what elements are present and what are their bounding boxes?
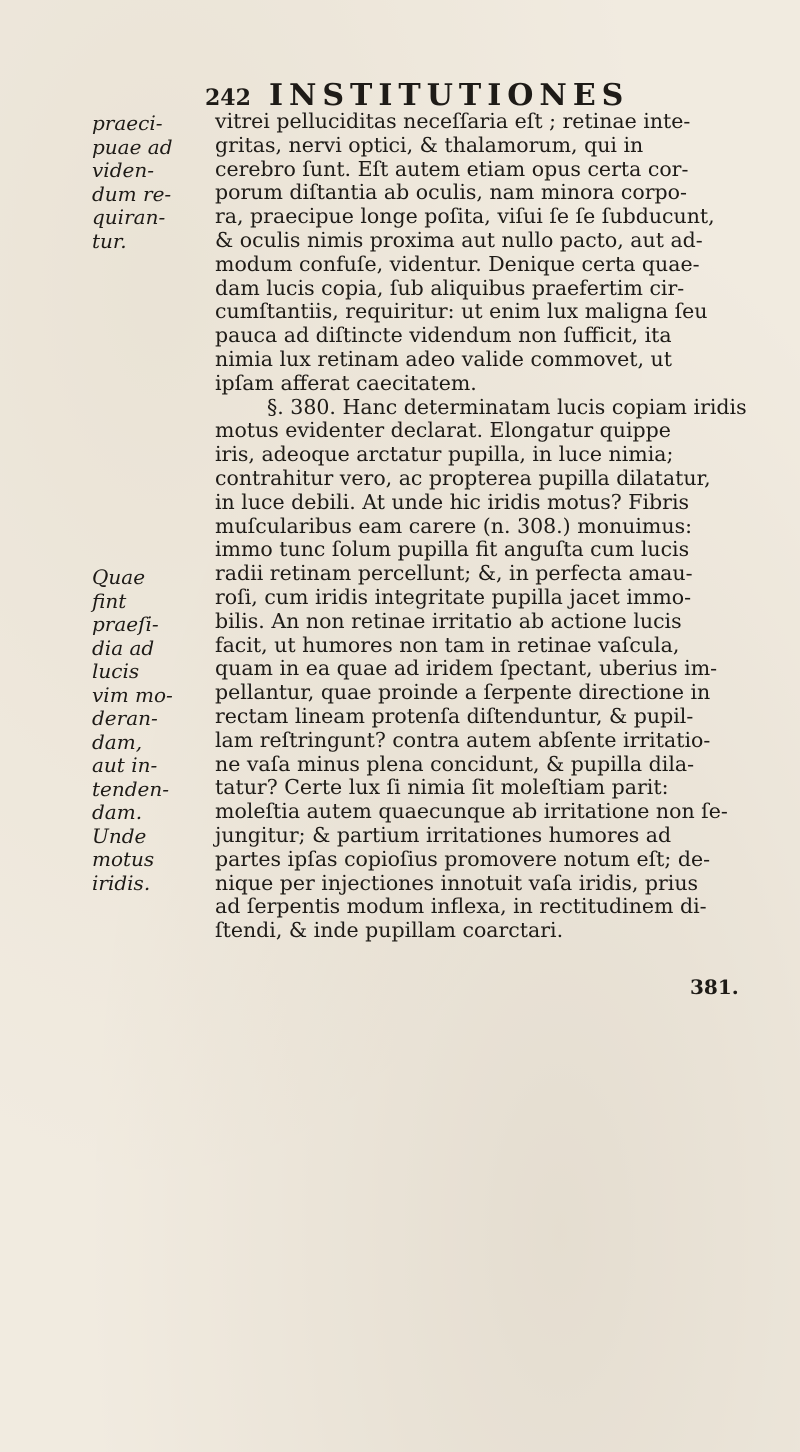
- margin-note-line: aut in-: [92, 753, 158, 777]
- text-line: in luce debili. At unde hic iridis motus? Fibris: [215, 489, 690, 514]
- margin-note-line: quiran-: [92, 205, 166, 229]
- text-line: gritas, nervi optici, & thalamorum, qui in: [215, 132, 644, 157]
- text-line: modum confuſe, videntur. Denique certa quae-: [215, 251, 700, 276]
- margin-note-line: Unde: [92, 823, 147, 848]
- text-line: ne vaſa minus plena concidunt, & pupilla dila-: [215, 751, 695, 776]
- text-line: radii retinam percellunt; &, in perfecta amau-: [215, 561, 693, 586]
- text-line: cerebro ſunt. Eſt autem etiam opus certa cor-: [215, 156, 689, 181]
- margin-note-line: puae ad: [92, 134, 173, 159]
- text-line: rectam lineam protenſa diſtenduntur, & pupil-: [215, 703, 694, 728]
- margin-note-line: viden-: [92, 158, 154, 182]
- text-line: quam in ea quae ad iridem ſpectant, uberius im-: [215, 656, 718, 681]
- text-line: partes ipſas copioſius promovere notum eſt; de-: [215, 846, 711, 871]
- text-line: ſtendi, & inde pupillam coarctari.: [215, 918, 564, 943]
- margin-note-line: fint: [92, 588, 127, 613]
- margin-note-line: vim mo-: [92, 682, 173, 707]
- body-text: [215, 110, 760, 943]
- margin-note-line: dam.: [92, 800, 143, 824]
- margin-note-line: dum re-: [92, 181, 172, 206]
- margin-note-line: iridis.: [92, 870, 151, 895]
- text-line: nique per injectiones innotuit vaſa iridis, prius: [215, 870, 699, 895]
- text-line: & oculis nimis proxima aut nullo pacto, aut ad-: [215, 227, 703, 252]
- margin-notes: [92, 112, 207, 895]
- text-line: nimia lux retinam adeo valide commovet, ut: [215, 346, 672, 371]
- text-line: moleſtia autem quaecunque ab irritatione non ſe-: [215, 799, 728, 824]
- margin-note-line: dia ad: [92, 635, 155, 660]
- margin-note-line: tenden-: [92, 776, 170, 801]
- running-title: INSTITUTIONES: [268, 78, 630, 113]
- text-line: dam lucis copia, ſub aliquibus praefertim cir-: [215, 275, 685, 300]
- text-line: roſi, cum iridis integritate pupilla jacet immo-: [215, 584, 692, 609]
- margin-note-line: praeſi-: [92, 612, 159, 636]
- page-number: 242: [205, 85, 251, 111]
- text-line: porum diſtantia ab oculis, nam minora corpo-: [215, 180, 687, 205]
- margin-note-line: tur.: [92, 228, 127, 253]
- text-line: motus evidenter declarat. Elongatur quippe: [215, 418, 671, 443]
- text-line: pauca ad diſtincte videndum non ſufficit, ita: [215, 323, 672, 348]
- margin-note-line: praeci-: [92, 111, 163, 135]
- text-line: jungitur; & partium irritationes humores ad: [215, 822, 672, 847]
- margin-note-1: [92, 112, 207, 253]
- text-line: tatur? Certe lux ſi nimia ſit moleſtiam parit:: [215, 775, 669, 800]
- text-line: cumſtantiis, requiritur: ut enim lux maligna ſeu: [215, 299, 708, 324]
- text-line: ad ſerpentis modum inflexa, in rectitudinem di-: [215, 894, 707, 919]
- text-line: lam reſtringunt? contra autem abſente irritatio-: [215, 727, 711, 752]
- margin-note-line: dam,: [92, 729, 143, 754]
- text-line: vitrei pelluciditas neceſſaria eſt ; retinae inte-: [215, 109, 691, 133]
- margin-note-line: deran-: [92, 706, 158, 730]
- text-line: iris, adeoque arctatur pupilla, in luce nimia;: [215, 442, 674, 467]
- text-line: contrahitur vero, ac propterea pupilla dilatatur,: [215, 465, 711, 490]
- text-line: bilis. An non retinae irritatio ab actione lucis: [215, 608, 682, 633]
- catchword: 381.: [690, 975, 739, 999]
- section-start-line: §. 380. Hanc determinatam lucis copiam iridis: [267, 394, 747, 419]
- margin-note-line: motus: [92, 847, 155, 871]
- text-line: muſcularibus eam carere (n. 308.) monuimus:: [215, 513, 693, 538]
- margin-note-line: lucis: [92, 659, 140, 683]
- text-line: facit, ut humores non tam in retinae vaſcula,: [215, 632, 680, 657]
- text-line: ra, praecipue longe poſita, viſui ſe ſe ſubducunt,: [215, 204, 715, 229]
- margin-note-line: Quae: [92, 565, 146, 589]
- margin-spacer: [92, 253, 207, 566]
- text-line: ipſam afferat caecitatem.: [215, 370, 477, 395]
- text-line: immo tunc ſolum pupilla fit anguſta cum lucis: [215, 537, 690, 562]
- margin-note-2: [92, 566, 207, 895]
- page-header: [205, 78, 629, 113]
- text-line: pellantur, quae proinde a ſerpente directione in: [215, 680, 711, 705]
